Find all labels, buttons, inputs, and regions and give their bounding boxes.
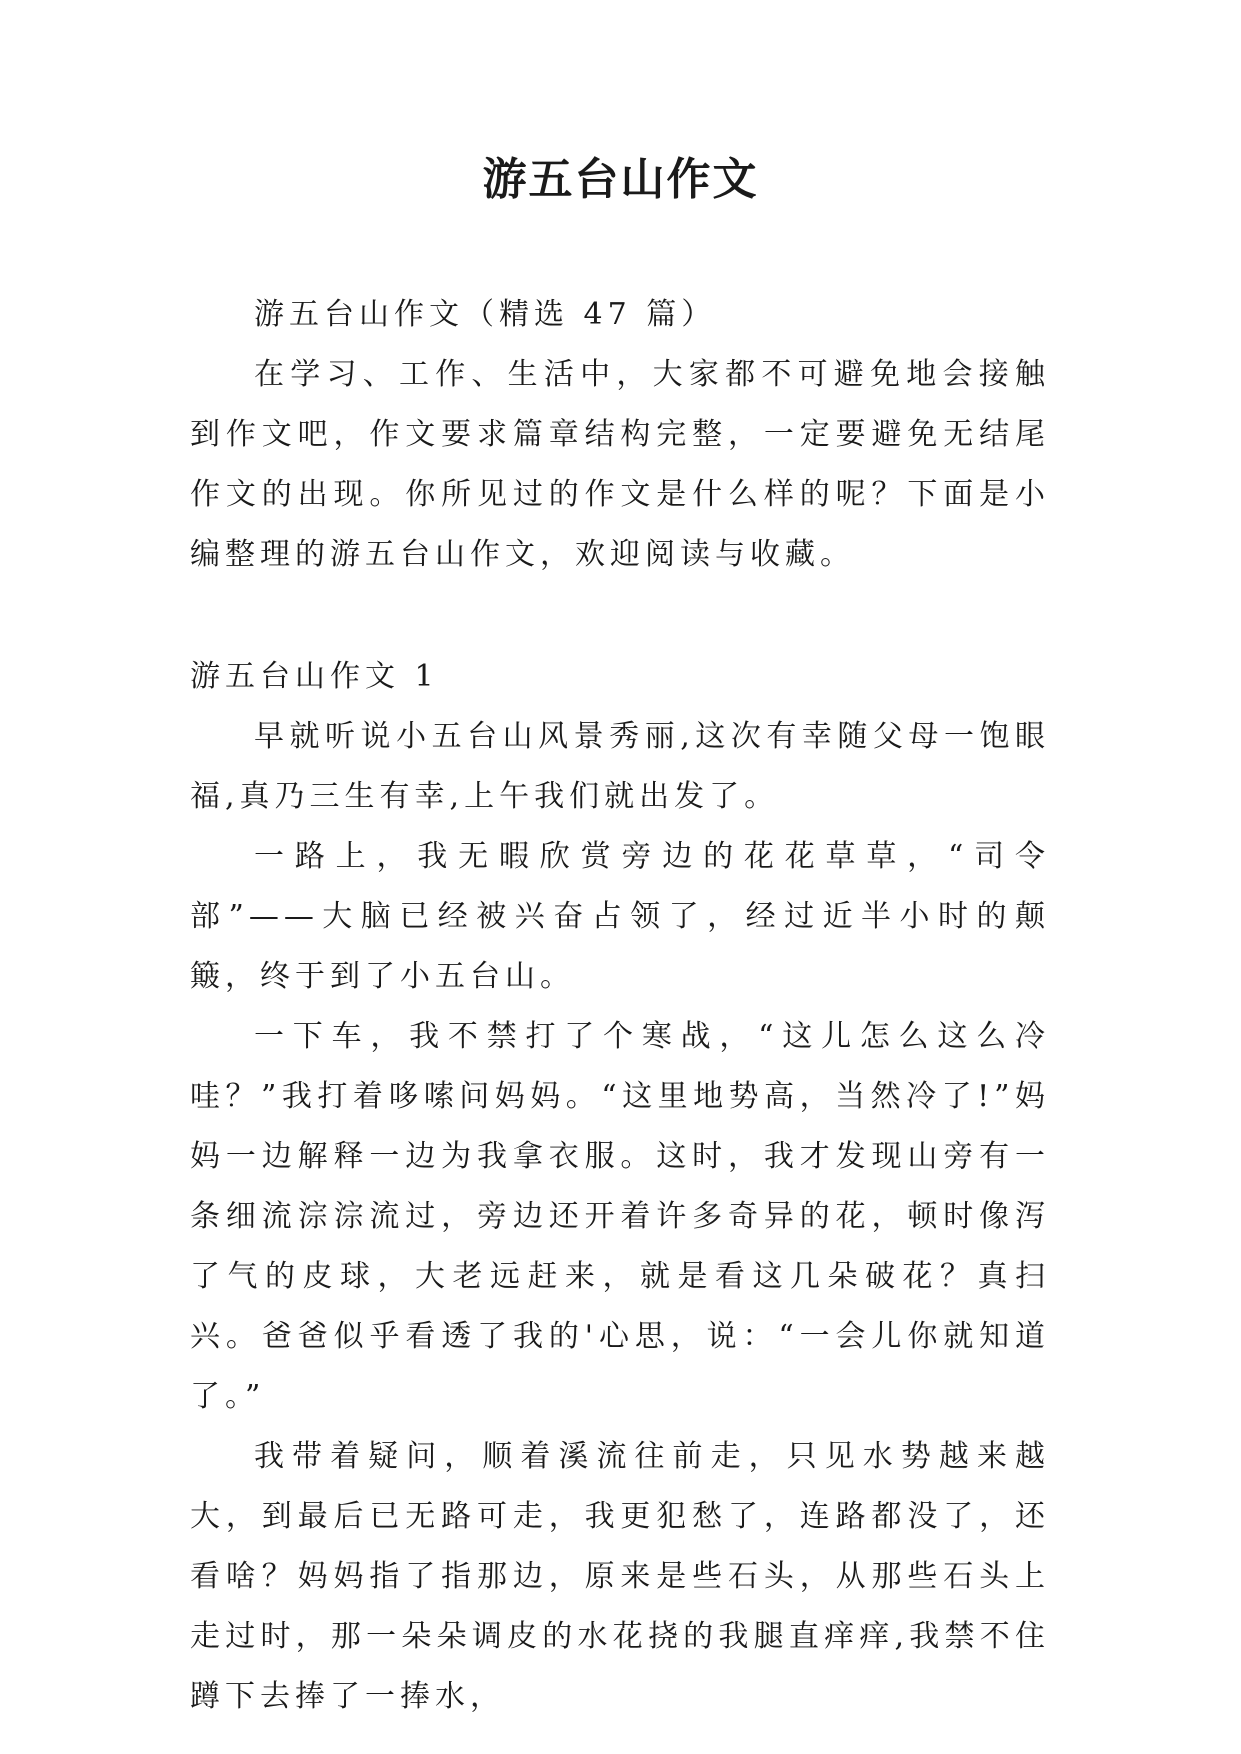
- section-paragraph-4: 我带着疑问，顺着溪流往前走，只见水势越来越大，到最后已无路可走，我更犯愁了，连路都没了，还看啥？妈妈指了指那边，原来是些石头，从那些石头上走过时，那一朵朵调皮的水花挠的我腿直痒痒,我禁不住蹲下去捧了一捧水，: [190, 1439, 1050, 1714]
- section-paragraph-2: 一路上，我无暇欣赏旁边的花花草草，“司令部”——大脑已经被兴奋占领了，经过近半小时的颠簸，终于到了小五台山。: [190, 839, 1050, 994]
- section-paragraph-1: 早就听说小五台山风景秀丽,这次有幸随父母一饱眼福,真乃三生有幸,上午我们就出发了。: [190, 719, 1050, 814]
- document-body: [190, 285, 1050, 1727]
- intro-subtitle: 游五台山作文（精选 47 篇）: [254, 297, 717, 332]
- intro-paragraph: 在学习、工作、生活中，大家都不可避免地会接触到作文吧，作文要求篇章结构完整，一定要避免无结尾作文的出现。你所见过的作文是什么样的呢？下面是小编整理的游五台山作文，欢迎阅读与收藏。: [190, 357, 1050, 572]
- section-paragraph-3: 一下车，我不禁打了个寒战，“这儿怎么这么冷哇？”我打着哆嗦问妈妈。“这里地势高，当然冷了!”妈妈一边解释一边为我拿衣服。这时，我才发现山旁有一条细流淙淙流过，旁边还开着许多奇异的花，顿时像泻了气的皮球，大老远赶来，就是看这几朵破花？真扫兴。爸爸似乎看透了我的'心思，说：“一会儿你就知道了。”: [190, 1019, 1050, 1414]
- document-title: 游五台山作文: [482, 154, 759, 205]
- section-heading: 游五台山作文 1: [190, 659, 439, 694]
